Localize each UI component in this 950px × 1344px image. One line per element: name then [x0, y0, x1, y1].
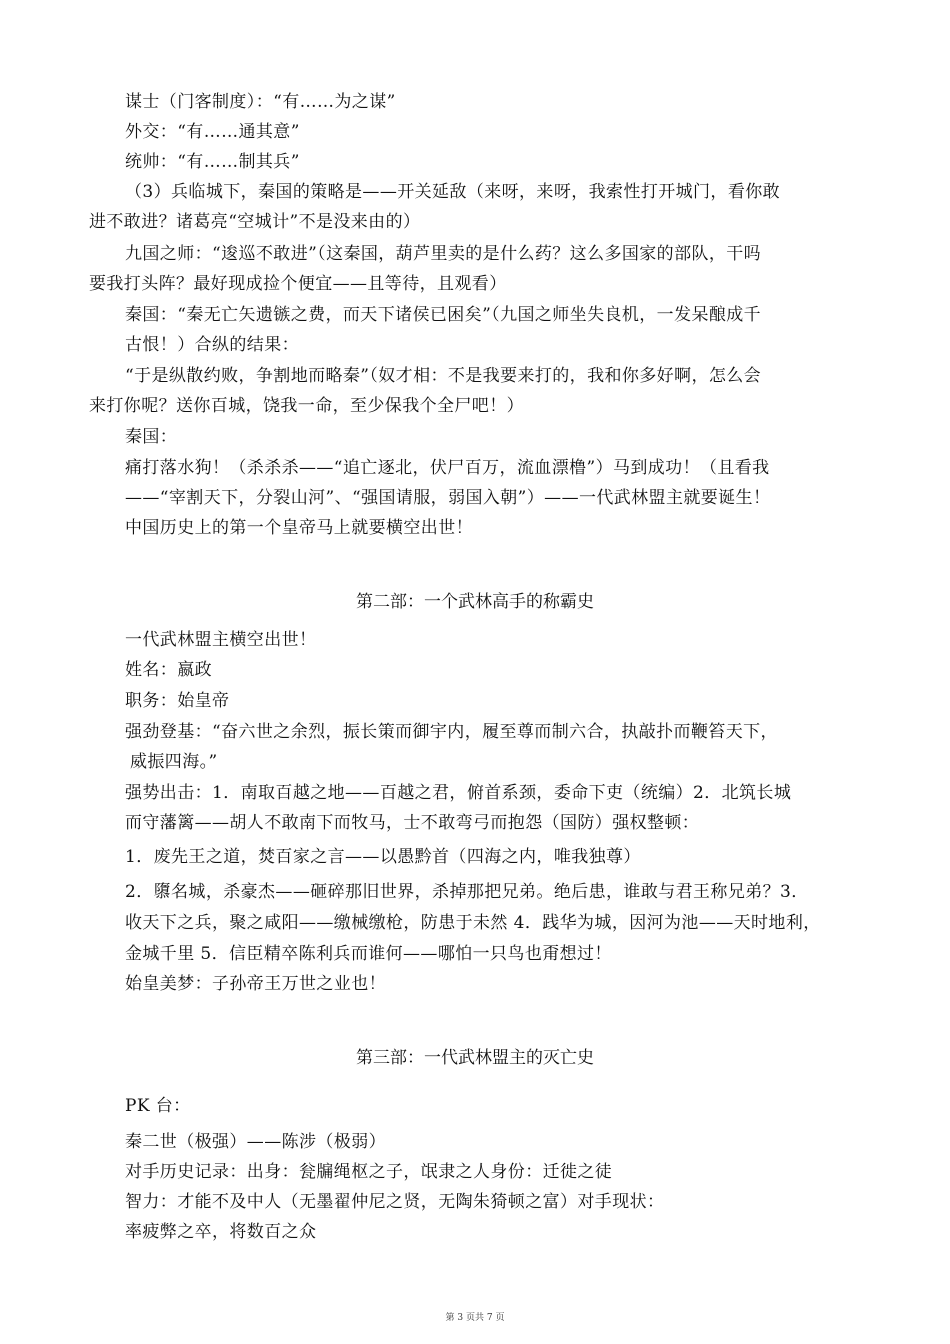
text-line: 九国之师：“逡巡不敢进”（这秦国，葫芦里卖的是什么药？这么多国家的部队，干吗 [125, 244, 762, 264]
text-line: 秦国： [125, 427, 178, 447]
text-line: 秦国：“秦无亡矢遗镞之费，而天下诸侯已困矣”（九国之师坐失良机，一发呆酿成千 [125, 305, 762, 325]
text-line: 2．隳名城，杀豪杰——砸碎那旧世界，杀掉那把兄弟。绝后患，谁敢与君王称兄弟？3． [125, 882, 809, 902]
text-line: 而守藩篱——胡人不敢南下而牧马，士不敢弯弓而抱怨（国防）强权整顿： [125, 813, 700, 833]
text-line: 金城千里 5．信臣精卒陈利兵而谁何——哪怕一只鸟也甭想过！ [125, 944, 612, 964]
page-footer: 第 3 页共 7 页 [445, 1313, 505, 1323]
text-line: 古恨！）合纵的结果： [125, 335, 299, 355]
text-line: 中国历史上的第一个皇帝马上就要横空出世！ [125, 518, 473, 538]
text-line: 来打你呢？送你百城，饶我一命，至少保我个全尸吧！） [89, 396, 524, 416]
text-line: 智力：才能不及中人（无墨翟仲尼之贤，无陶朱猗顿之富）对手现状： [125, 1192, 665, 1212]
text-line: 始皇美梦：子孙帝王万世之业也！ [125, 974, 386, 994]
text-line: ——“宰割天下，分裂山河”、“强国请服，弱国入朝”）——一代武林盟主就要诞生！ [125, 488, 771, 508]
text-line: 威振四海。” [130, 752, 218, 772]
text-line: 进不敢进？诸葛亮“空城计”不是没来由的） [89, 212, 421, 232]
text-line: 率疲弊之卒，将数百之众 [125, 1222, 317, 1242]
text-line: 姓名：嬴政 [125, 660, 212, 680]
text-line: 一代武林盟主横空出世！ [125, 630, 317, 650]
text-line: 收天下之兵，聚之咸阳——缴械缴枪，防患于未然 4．践华为城，因河为池——天时地利， [125, 913, 821, 933]
text-line: 痛打落水狗！（杀杀杀——“追亡逐北，伏尸百万，流血漂橹”）马到成功！（且看我 [125, 458, 770, 478]
text-line: 外交：“有……通其意” [125, 122, 300, 142]
text-line: 强势出击：1．南取百越之地——百越之君，俯首系颈，委命下吏（统编）2．北筑长城 [125, 783, 792, 803]
text-line: “于是纵散约败，争割地而略秦”（奴才相：不是我要来打的，我和你多好啊，怎么会 [125, 366, 762, 386]
text-line: 统帅：“有……制其兵” [125, 152, 300, 172]
text-line: PK 台： [125, 1096, 191, 1116]
text-line: （3）兵临城下，秦国的策略是——开关延敌（来呀，来呀，我索性打开城门，看你敢 [125, 182, 781, 202]
text-line: 要我打头阵？最好现成捡个便宜——且等待，且观看） [89, 274, 507, 294]
text-line: 秦二世（极强）——陈涉（极弱） [125, 1132, 386, 1152]
text-line: 1．废先王之道，焚百家之言——以愚黔首（四海之内，唯我独尊） [125, 847, 641, 867]
text-line: 强劲登基：“奋六世之余烈，振长策而御宇内，履至尊而制六合，执敲扑而鞭笞天下， [125, 722, 778, 742]
text-line: 职务：始皇帝 [125, 691, 230, 711]
section-heading: 第三部：一代武林盟主的灭亡史 [356, 1048, 594, 1068]
text-line: 对手历史记录：出身：瓮牖绳枢之子，氓隶之人身份：迁徙之徒 [125, 1162, 613, 1182]
section-heading: 第二部：一个武林高手的称霸史 [356, 592, 594, 612]
text-line: 谋士（门客制度）：“有……为之谋” [125, 92, 396, 112]
